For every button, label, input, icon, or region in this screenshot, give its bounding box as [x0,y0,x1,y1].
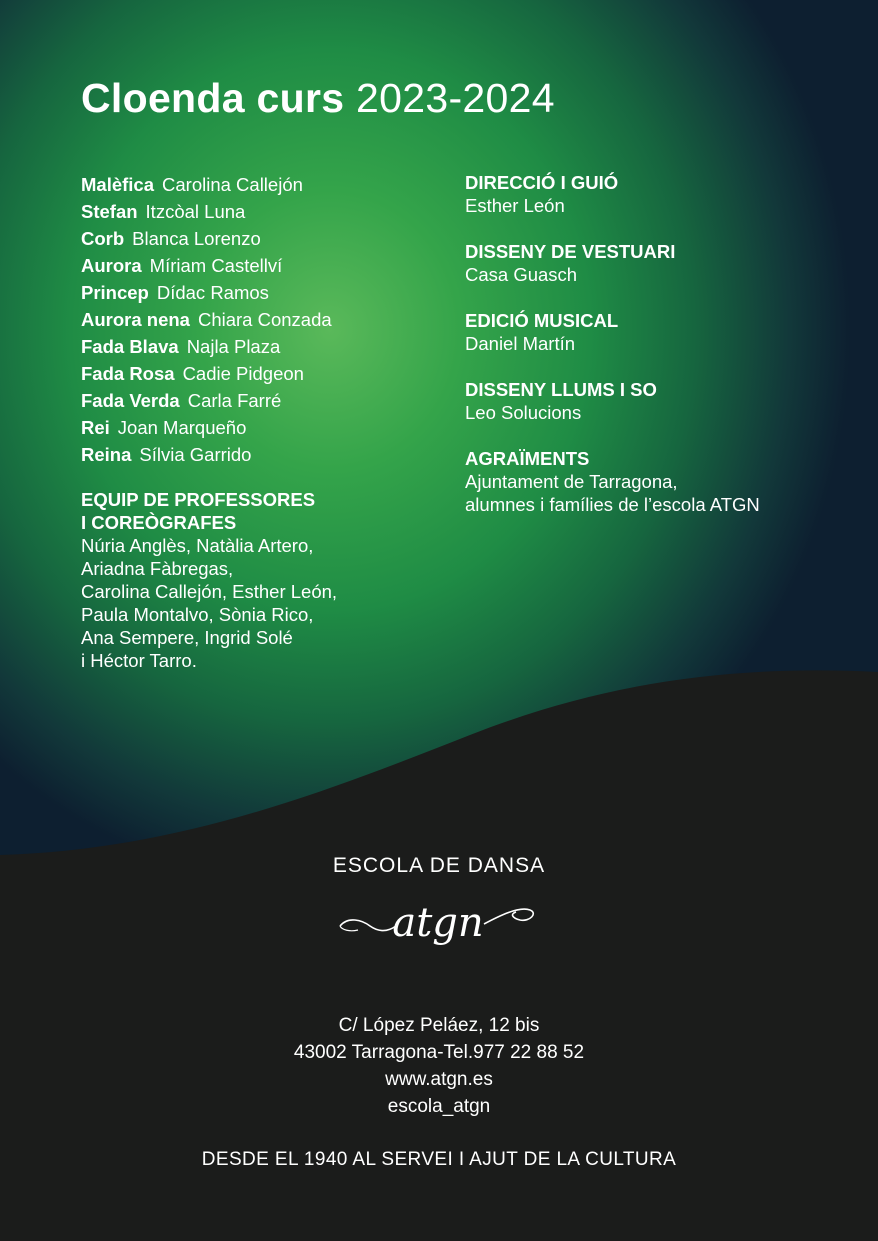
teachers-section [81,488,381,672]
credit-heading: DISSENY DE VESTUARI [465,241,676,262]
teacher-names-line: Paula Montalvo, Sònia Rico, [81,604,314,625]
cast-list [81,171,332,468]
credit-value: Daniel Martín [465,333,576,354]
cast-role: Fada Blava [81,336,179,357]
teacher-names-line: Núria Anglès, Natàlia Artero, [81,535,314,556]
cast-performer: Blanca Lorenzo [132,228,261,249]
credit-heading: AGRAÏMENTS [465,448,590,469]
cast-role: Aurora nena [81,309,190,330]
address-city-phone: 43002 Tarragona-Tel.977 22 88 52 [293,1042,585,1063]
cast-performer: Najla Plaza [186,336,281,357]
cast-performer: Cadie Pidgeon [182,363,304,384]
cast-role: Stefan [81,201,138,222]
school-logo [0,852,878,966]
cast-performer: Carla Farré [187,390,282,411]
cast-item [81,333,332,360]
cast-item [81,441,332,468]
cast-item [81,252,332,279]
cast-item [81,306,332,333]
credit-value: Ajuntament de Tarragona, [465,471,678,492]
teachers-heading-line: EQUIP DE PROFESSORES [81,489,316,510]
cast-role: Fada Verda [81,390,180,411]
credit-value: Esther León [465,195,565,216]
credits-column [465,171,865,539]
teacher-names-line: Ariadna Fàbregas, [81,558,234,579]
cast-performer: Dídac Ramos [156,282,269,303]
credit-block [465,378,865,424]
teacher-names-line: Carolina Callejón, Esther León, [81,581,338,602]
cast-item [81,171,332,198]
credit-value: Casa Guasch [465,264,578,285]
address-street: C/ López Peláez, 12 bis [338,1015,540,1036]
teacher-names-line: Ana Sempere, Ingrid Solé [81,627,293,648]
credit-heading: DISSENY LLUMS I SO [465,379,657,400]
credit-value: alumnes i famílies de l’escola ATGN [465,494,760,515]
credit-heading: DIRECCIÓ I GUIÓ [465,172,619,193]
atgn-script-logo [334,886,544,966]
credit-block [465,240,865,286]
cast-item [81,198,332,225]
page-title [81,74,555,122]
cast-performer: Joan Marqueño [117,417,247,438]
social-handle: escola_atgn [387,1096,491,1117]
address-block [0,1012,878,1120]
teachers-names [81,534,381,672]
credit-heading: EDICIÓ MUSICAL [465,310,619,331]
cast-role: Rei [81,417,110,438]
cast-role: Aurora [81,255,142,276]
website-link[interactable]: www.atgn.es [385,1069,493,1090]
cast-item [81,279,332,306]
credit-value: Leo Solucions [465,402,582,423]
teacher-names-line: i Héctor Tarro. [81,650,197,671]
credit-block [465,309,865,355]
cast-performer: Itzcòal Luna [145,201,246,222]
cast-performer: Chiara Conzada [197,309,332,330]
cast-performer: Míriam Castellví [149,255,283,276]
title-event: Cloenda curs [81,75,345,121]
cast-role: Princep [81,282,149,303]
cast-performer: Sílvia Garrido [139,444,252,465]
cast-role: Reina [81,444,132,465]
credit-block [465,171,865,217]
teachers-heading-line: I COREÒGRAFES [81,512,237,533]
title-years: 2023-2024 [356,75,555,121]
slogan: DESDE EL 1940 AL SERVEI I AJUT DE LA CULTURA [201,1149,677,1170]
cast-item [81,225,332,252]
cast-role: Fada Rosa [81,363,175,384]
cast-item [81,414,332,441]
cast-role: Malèfica [81,174,155,195]
logo-script-text: atgn [392,900,484,946]
cast-item [81,360,332,387]
cast-performer: Carolina Callejón [162,174,303,195]
cast-item [81,387,332,414]
school-name: ESCOLA DE DANSA [332,854,546,877]
credit-block [465,447,865,516]
cast-role: Corb [81,228,125,249]
